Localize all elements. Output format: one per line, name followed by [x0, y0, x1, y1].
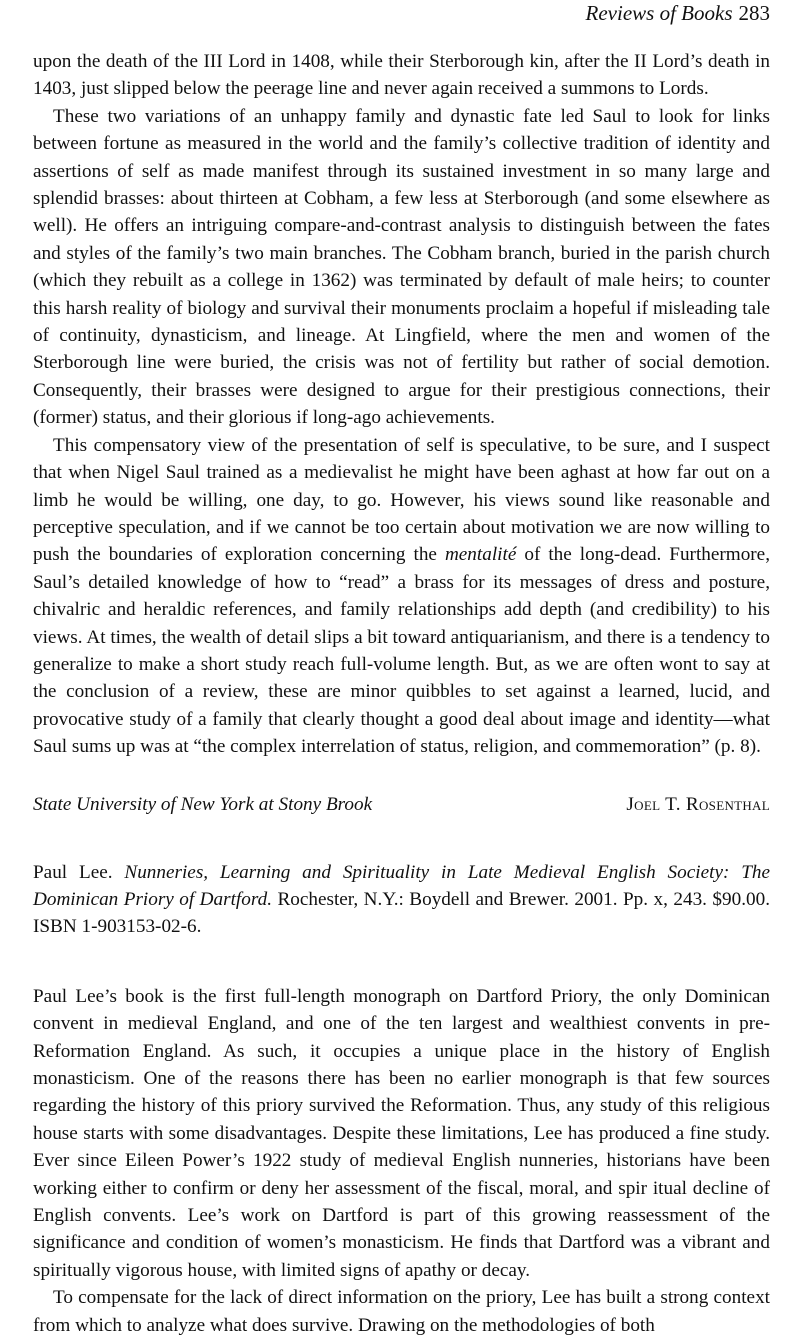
review-1-paragraph: upon the death of the III Lord in 1408, while their Sterborough kin, after the II Lord’s death in 1403, just slipped below the peerage line and never again received a summons to Lords.: [33, 51, 770, 100]
book-citation: [33, 859, 770, 941]
book-title: Nunneries, Learning and Spirituality in Late Medieval English Society: The Dominican Priory of Dartford.: [33, 861, 770, 910]
book-publication: Rochester, N.Y.: Boydell and Brewer. 2001. Pp. x, 243. $90.00. ISBN 1-903153-02-6.: [33, 888, 770, 938]
italic-term: mentalité: [444, 544, 517, 566]
review-2-paragraph: To compensate for the lack of direct information on the priory, Lee has built a strong context from which to analyze what does survive. Drawing on the methodologies of both: [33, 1287, 770, 1336]
running-head: [33, 0, 770, 48]
review-2-paragraph: Paul Lee’s book is the first full-length monograph on Dartford Priory, the only Dominican convent in medieval England, and one of the ten largest and wealthiest convents in pre-Reformation England. As such, it occupies a unique place in the history of English monasticism. One of the reasons there has been no earlier monograph is that few sources regarding the history of this priory survived the Reformation. Thus, any study of this religious house starts with some disadvantages. Despite these limitations, Lee has produced a fine study. Ever since Eileen Power’s 1922 study of medieval English nunneries, historians have been working either to confirm or deny her assessment of the fiscal, moral, and spir itual decline of English convents. Lee’s work on Dartford is part of this growing reassessment of the significance and condition of women’s monasticism. He finds that Dartford was a vibrant and spiritually vigorous house, with limited signs of apathy or decay.: [33, 985, 770, 1281]
running-head-title: Reviews of Books: [585, 1, 733, 25]
reviewer-institution: State University of New York at Stony Brook: [33, 793, 373, 815]
book-author: Paul Lee.: [33, 861, 113, 883]
paragraph-text: of the long-dead. Furthermore, Saul’s detailed knowledge of how to “read” a brass for its messages of dress and posture, chivalric and heraldic references, and family relationships add depth (and credibility) to his views. At times, the wealth of detail slips a bit toward antiquarianism, and there is a tendency to generalize to make a short study reach full-volume length. But, as we are often wont to say at the conclusion of a review, these are minor quibbles to set against a learned, lucid, and provocative study of a family that clearly thought a good deal about image and identity—what Saul sums up was at “the complex interrelation of status, religion, and commemoration” (p. 8).: [33, 544, 770, 758]
review-1-paragraph: [33, 432, 770, 761]
review-2-body: [33, 983, 770, 1339]
review-2: [33, 859, 770, 1339]
review-1: [33, 48, 770, 818]
page-number: 283: [738, 1, 770, 25]
paragraph-text: This compensatory view of the presentation of self is speculative, to be sure, and I suspect that when Nigel Saul trained as a medievalist he might have been aghast at how far out on a limb he would be willing, one day, to go. However, his views sound like reasonable and perceptive speculation, and if we cannot be too certain about motivation we are now willing to push the boundaries of exploration concerning the: [33, 434, 770, 566]
reviewer-name: Joel T. Rosenthal: [626, 793, 770, 815]
review-1-paragraph: These two variations of an unhappy family and dynastic fate led Saul to look for links between fortune as measured in the world and the family’s collective tradition of identity and assertions of self as made manifest through its sustained investment in so many large and splendid brasses: about thirteen at Cobham, a few less at Sterborough (and some elsewhere as well). He offers an intriguing compare-and-contrast analysis to distinguish between the fates and styles of the family’s two main branches. The Cobham branch, buried in the parish church (which they rebuilt as a college in 1362) was terminated by default of male heirs; to counter this harsh reality of biology and survival their monuments proclaim a hopeful if misleading tale of continuity, dynasticism, and lineage. At Lingfield, where the men and women of the Sterborough line were buried, the crisis was not of fertility but rather of social demotion. Consequently, their brasses were designed to argue for their prestigious connections, their (former) status, and their glorious if long-ago achievements.: [33, 105, 770, 429]
review-signature: [33, 791, 770, 818]
